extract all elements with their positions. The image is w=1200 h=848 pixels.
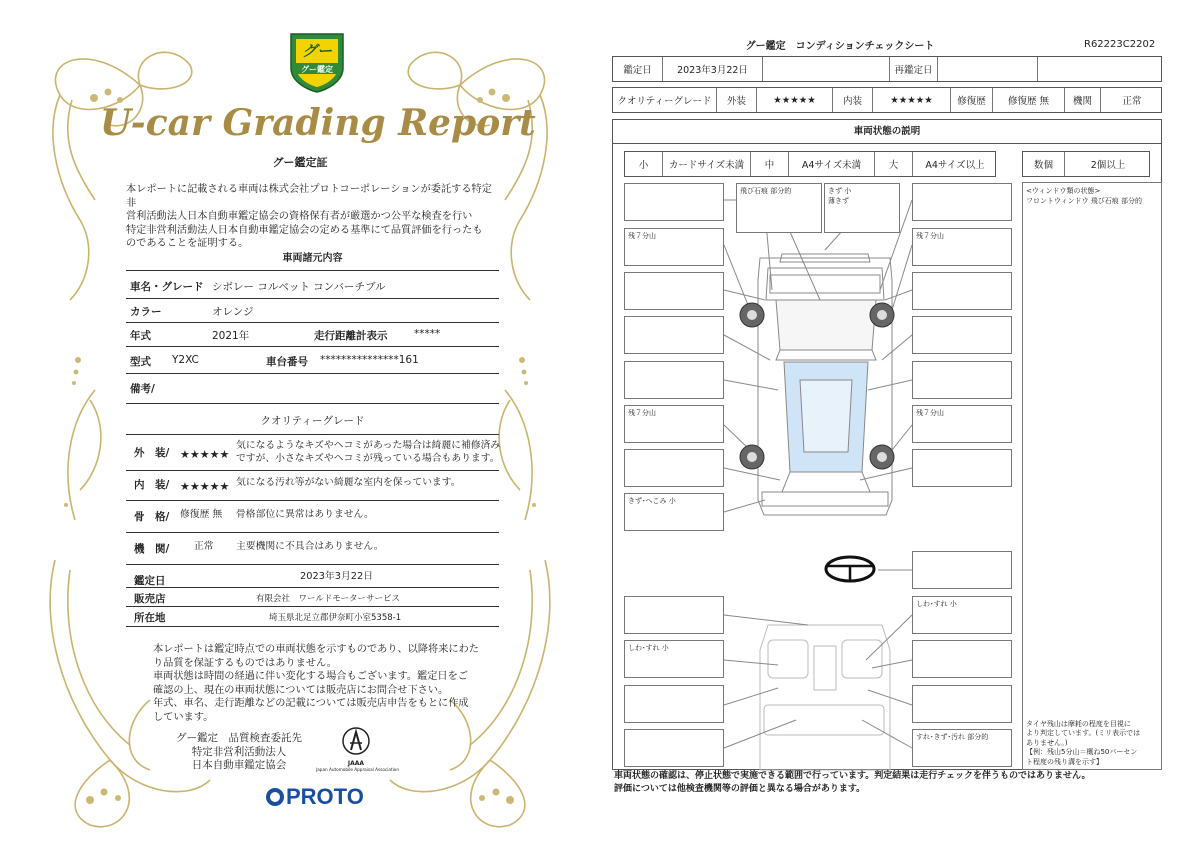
legend-medium: 中 bbox=[751, 152, 789, 176]
jaaa-text: JAAA bbox=[347, 760, 365, 767]
engine-desc: 主要機関に不具合はありません。 bbox=[236, 541, 384, 552]
intro-line: 特定非営利活動法人日本自動車鑑定協会の定める基準にて品質評価を行ったも bbox=[126, 224, 483, 236]
repair-value: 修復歴 無 bbox=[993, 88, 1065, 112]
notice-line: 確認の上、現在の車両状態については販売店にお問合せ下さい。 bbox=[153, 684, 449, 696]
shop-label: 販売店 bbox=[134, 593, 166, 605]
interior-box bbox=[624, 596, 724, 634]
quality-label: クオリティーグレード bbox=[613, 88, 717, 112]
date-value: 2023年3月22日 bbox=[663, 57, 763, 81]
damage-box bbox=[912, 183, 1012, 221]
divider bbox=[126, 626, 499, 627]
engine-value: 正常 bbox=[194, 541, 214, 552]
interior-box-right-bottom bbox=[912, 729, 1012, 767]
shop-value: 有限会社 ワールドモーターサービス bbox=[256, 594, 400, 604]
damage-box bbox=[624, 316, 724, 354]
intro-line: 営利活動法人日本自動車鑑定協会の資格保有者が厳選かつ公平な検査を行い bbox=[126, 211, 473, 222]
damage-box bbox=[912, 449, 1012, 487]
exterior-desc-2: ですが、小さなキズやヘコミが残っている場合もあります。 bbox=[236, 453, 500, 464]
divider bbox=[126, 298, 499, 299]
exterior-stars: ★★★★★ bbox=[757, 88, 833, 112]
rear-left-label: きず･へこみ 小 bbox=[628, 497, 676, 505]
divider bbox=[126, 434, 499, 435]
exterior-label: 外 装/ bbox=[134, 447, 170, 459]
damage-box bbox=[912, 316, 1012, 354]
notice-line: 本レポートは鑑定時点での車両状態を示すものであり、以降将来にわた bbox=[153, 644, 479, 655]
tire-note-line: 【例：残山5分山＝概ね50パーセン bbox=[1026, 748, 1138, 756]
tire-rear-left-label: 残７分山 bbox=[628, 409, 656, 417]
notice-line: 車両状態は時間の経過に伴い変化する場合もございます。鑑定日をご bbox=[153, 671, 468, 682]
issuer-line: 特定非営利活動法人 bbox=[191, 745, 287, 758]
notice-line: り品質を保証するものではありません。 bbox=[153, 657, 337, 669]
spec-heading: 車両諸元内容 bbox=[282, 253, 343, 264]
interior-stars: ★★★★★ bbox=[873, 88, 951, 112]
legend-small: 小 bbox=[625, 152, 663, 176]
damage-box bbox=[912, 272, 1012, 310]
jaaa-subtext: Japan Automobile Appraisal Association bbox=[316, 767, 399, 772]
year-label: 年式 bbox=[130, 330, 151, 342]
divider bbox=[126, 564, 499, 565]
notice-text bbox=[153, 643, 483, 724]
exterior-desc-1: 気になるようなキズやヘコミがあった場合は綺麗に補修済み bbox=[236, 440, 501, 451]
divider bbox=[126, 346, 499, 347]
date-value: 2023年3月22日 bbox=[300, 571, 374, 582]
steering-box bbox=[912, 551, 1012, 589]
reappraisal-label: 再鑑定日 bbox=[890, 57, 938, 81]
legend-large: 大 bbox=[875, 152, 913, 176]
color-label: カラー bbox=[130, 306, 162, 318]
tire-box-rear-right bbox=[912, 405, 1012, 443]
color-value: オレンジ bbox=[212, 306, 254, 318]
jaaa-emblem-icon bbox=[341, 726, 371, 756]
repair-label: 修復歴 bbox=[951, 88, 993, 112]
condition-check-sheet bbox=[600, 0, 1200, 848]
damage-box bbox=[624, 361, 724, 399]
engine-label: 機 関/ bbox=[134, 543, 170, 555]
footnote bbox=[614, 770, 1174, 795]
proto-mark-icon bbox=[266, 788, 284, 806]
interior-box bbox=[624, 685, 724, 723]
divider bbox=[126, 532, 499, 533]
intro-line: 本レポートに記載される車両は株式会社プロトコーポレーションが委託する特定非 bbox=[126, 184, 492, 209]
chassis-value: ***************161 bbox=[320, 354, 419, 366]
damage-box-front-left bbox=[624, 183, 724, 221]
issuer-line: グー鑑定 品質検査委託先 bbox=[176, 732, 302, 744]
legend-count-desc: 2個以上 bbox=[1090, 160, 1126, 171]
window-note-title: <ウィンドウ類の状態> bbox=[1026, 187, 1101, 195]
divider bbox=[126, 470, 499, 471]
damage-box-rear-left bbox=[624, 493, 724, 531]
exterior-label: 外装 bbox=[717, 88, 757, 112]
jaaa-logo bbox=[316, 726, 399, 772]
tire-front-right-label: 残７分山 bbox=[916, 232, 944, 240]
frame-desc: 骨格部位に異常はありません。 bbox=[236, 509, 374, 520]
certificate-title: グー鑑定証 bbox=[272, 156, 328, 169]
divider bbox=[126, 606, 499, 607]
tire-box-front-left bbox=[624, 228, 724, 266]
intro-line: のであることを証明する。 bbox=[126, 238, 249, 249]
engine-label: 機関 bbox=[1065, 88, 1101, 112]
divider bbox=[126, 373, 499, 374]
damage-box bbox=[912, 361, 1012, 399]
engine-value: 正常 bbox=[1122, 96, 1142, 107]
interior-box bbox=[912, 640, 1012, 678]
notice-line: 年式、車名、走行距離などの記載については販売店申告をもとに作成 bbox=[153, 698, 469, 709]
year-value: 2021年 bbox=[212, 330, 250, 342]
interior-box-left bbox=[624, 640, 724, 678]
seat-right-bottom-label: すれ･きず･汚れ 部分的 bbox=[916, 733, 989, 741]
badge-text: グー鑑定 bbox=[301, 65, 333, 74]
chassis-label: 車台番号 bbox=[266, 356, 308, 368]
issuer-line: 日本自動車鑑定協会 bbox=[191, 759, 287, 771]
interior-desc: 気になる汚れ等がない綺麗な室内を保っています。 bbox=[236, 477, 461, 488]
damage-box-front bbox=[736, 183, 822, 233]
date-label: 鑑定日 bbox=[134, 575, 166, 587]
interior-label: 内装 bbox=[833, 88, 873, 112]
interior-stars: ★★★★★ bbox=[180, 480, 230, 493]
interior-box bbox=[912, 685, 1012, 723]
interior-label: 内 装/ bbox=[134, 479, 170, 491]
tire-note-line: より判定しています。(ミリ表示では bbox=[1026, 729, 1141, 737]
frame-value: 修復歴 無 bbox=[180, 509, 223, 520]
tire-front-left-label: 残７分山 bbox=[628, 232, 656, 240]
front-right-label-2: 薄きず bbox=[828, 197, 849, 205]
damage-box bbox=[624, 449, 724, 487]
notes-column bbox=[1022, 182, 1162, 770]
divider bbox=[126, 403, 499, 404]
sheet-title: グー鑑定 コンディションチェックシート bbox=[745, 41, 935, 52]
divider bbox=[126, 270, 499, 271]
tire-rear-right-label: 残７分山 bbox=[916, 409, 944, 417]
sheet-number: R62223C2202 bbox=[1084, 39, 1156, 50]
mileage-value: ***** bbox=[414, 328, 441, 340]
window-note: フロントウィンドウ 飛び石痕 部分的 bbox=[1026, 197, 1143, 205]
issuer-block bbox=[164, 732, 314, 773]
model-label: 型式 bbox=[130, 356, 151, 368]
seat-left-label: しわ･すれ 小 bbox=[628, 644, 669, 652]
steering-wheel-icon bbox=[826, 557, 874, 581]
frame-label: 骨 格/ bbox=[134, 511, 170, 523]
name-label: 車名・グレード bbox=[130, 281, 204, 293]
front-right-label-1: きず 小 bbox=[828, 187, 852, 195]
tire-note-line: ありません。) bbox=[1026, 738, 1068, 747]
seat-right-top-label: しわ･すれ 小 bbox=[916, 600, 957, 608]
mileage-label: 走行距離計表示 bbox=[314, 330, 388, 342]
proto-logo bbox=[266, 784, 364, 810]
quality-heading: クオリティーグレード bbox=[260, 415, 365, 427]
interior-box bbox=[624, 729, 724, 767]
legend-large-desc: A4サイズ以上 bbox=[925, 160, 985, 171]
divider bbox=[126, 500, 499, 501]
tire-note-line: ト程度の残り溝を示す】 bbox=[1026, 757, 1103, 766]
date-label: 鑑定日 bbox=[613, 57, 663, 81]
goo-appraisal-badge: グー グー鑑定 bbox=[286, 30, 348, 94]
intro-text bbox=[126, 183, 496, 251]
legend-count: 数個 bbox=[1023, 152, 1065, 176]
tire-box-rear-left bbox=[624, 405, 724, 443]
damage-box bbox=[624, 272, 724, 310]
legend-small-desc: カードサイズ未満 bbox=[663, 152, 751, 176]
remarks-label: 備考/ bbox=[130, 383, 155, 395]
footnote-line: 評価については他検査機関等の評価と異なる場合があります。 bbox=[614, 783, 866, 794]
footnote-line: 車両状態の確認は、停止状態で実施できる範囲で行っています。判定結果は走行チェックを伴うものではありません。 bbox=[614, 771, 1091, 781]
notice-line: しています。 bbox=[153, 711, 214, 723]
address-label: 所在地 bbox=[134, 612, 166, 624]
tire-box-front-right bbox=[912, 228, 1012, 266]
tire-note bbox=[1023, 720, 1163, 768]
legend-medium-desc: A4サイズ未満 bbox=[789, 152, 875, 176]
model-value: Y2XC bbox=[172, 354, 199, 366]
section-title: 車両状態の説明 bbox=[612, 119, 1162, 144]
divider bbox=[126, 322, 499, 323]
divider bbox=[126, 587, 499, 588]
interior-box-right-top bbox=[912, 596, 1012, 634]
address-value: 埼玉県北足立郡伊奈町小室5358-1 bbox=[269, 613, 402, 623]
front-damage-label: 飛び石痕 部分的 bbox=[740, 187, 792, 195]
report-title: U-car Grading Report bbox=[100, 102, 536, 144]
damage-box-front-right bbox=[824, 183, 900, 233]
tire-note-line: タイヤ残山は摩耗の程度を目視に bbox=[1026, 719, 1131, 728]
name-value: シボレー コルベット コンバーチブル bbox=[212, 281, 386, 293]
exterior-stars: ★★★★★ bbox=[180, 448, 230, 461]
proto-text: PROTO bbox=[286, 784, 364, 809]
